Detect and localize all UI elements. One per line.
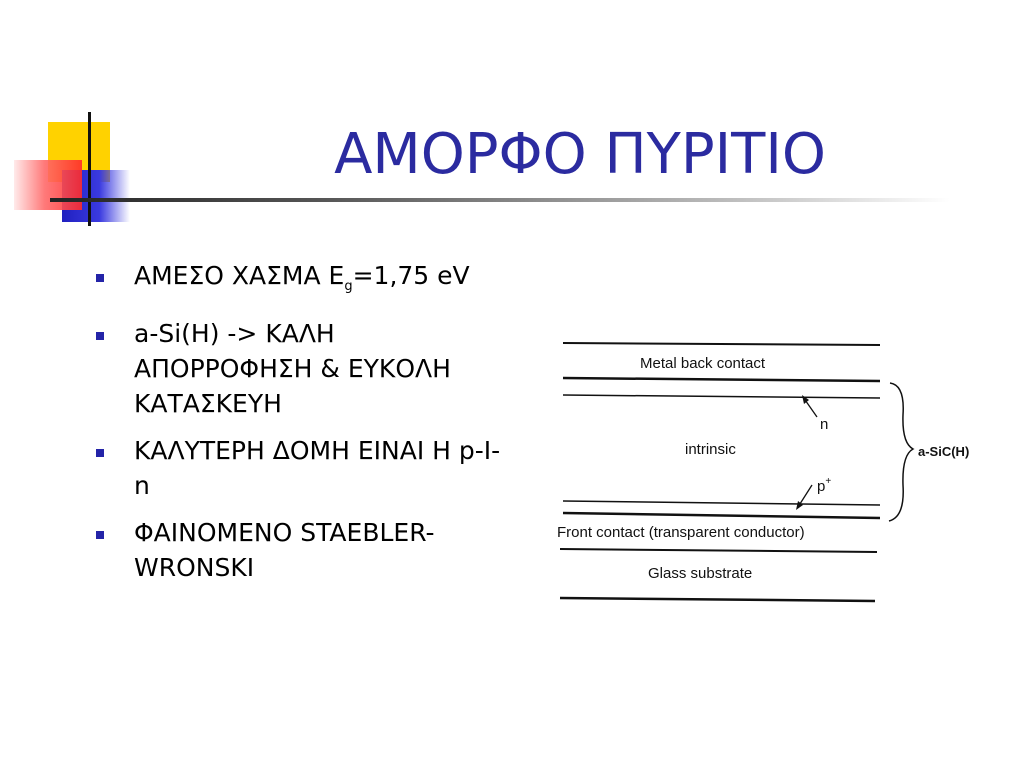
p-arrowhead-icon [796, 501, 803, 510]
bandgap-subscript: g [344, 279, 353, 294]
bullet-item-bandgap [96, 258, 516, 304]
stack-label: a-SiC(H) [918, 444, 970, 459]
square-bullet-icon [96, 332, 104, 340]
brace-icon [889, 383, 913, 521]
n-label: n [820, 416, 829, 433]
bullet-text: a-Si(H) -> ΚΑΛΗ ΑΠΟΡΡΟΦΗΣΗ & ΕΥΚΟΛΗ ΚΑΤΑΣΚΕΥΗ [134, 319, 451, 418]
decor-vertical-line [88, 112, 91, 226]
layer-line-glass-top [560, 549, 877, 552]
square-bullet-icon [96, 531, 104, 539]
layer-line-front [563, 513, 880, 518]
p-label [817, 476, 831, 495]
bullet-item-effect [96, 515, 516, 585]
glass-substrate-label: Glass substrate [648, 565, 753, 582]
solar-cell-layer-diagram [505, 325, 1005, 625]
n-arrowhead-icon [802, 395, 809, 404]
bullet-list [96, 258, 516, 597]
layer-line-n [563, 395, 880, 398]
layer-line-top [563, 343, 880, 345]
metal-back-contact-label: Metal back contact [640, 355, 766, 372]
square-bullet-icon [96, 274, 104, 282]
bullet-text: ΦΑΙΝΟΜΕΝΟ STAEBLER-WRONSKI [134, 518, 435, 582]
layer-line-p [563, 501, 880, 505]
bullet-item-absorption [96, 316, 516, 421]
p-letter: p [817, 478, 826, 495]
slide-title: ΑΜΟΡΦΟ ΠΥΡΙΤΙΟ [334, 122, 826, 187]
decor-red-square [14, 160, 82, 210]
bandgap-text: ΑΜΕΣΟ ΧΑΣΜΑ Ε [134, 261, 345, 290]
layer-line-metal [563, 378, 880, 381]
layer-line-bottom [560, 598, 875, 601]
p-superscript: + [825, 476, 832, 487]
bullet-text: ΚΑΛΥΤΕΡΗ ΔΟΜΗ ΕΙΝΑΙ Η p-I-n [134, 436, 501, 500]
bullet-item-structure [96, 433, 516, 503]
intrinsic-label: intrinsic [685, 441, 736, 458]
bullet-text [134, 258, 470, 304]
title-underline [50, 198, 950, 202]
bandgap-value: =1,75 eV [352, 261, 470, 290]
front-contact-label: Front contact (transparent conductor) [557, 524, 805, 541]
square-bullet-icon [96, 449, 104, 457]
